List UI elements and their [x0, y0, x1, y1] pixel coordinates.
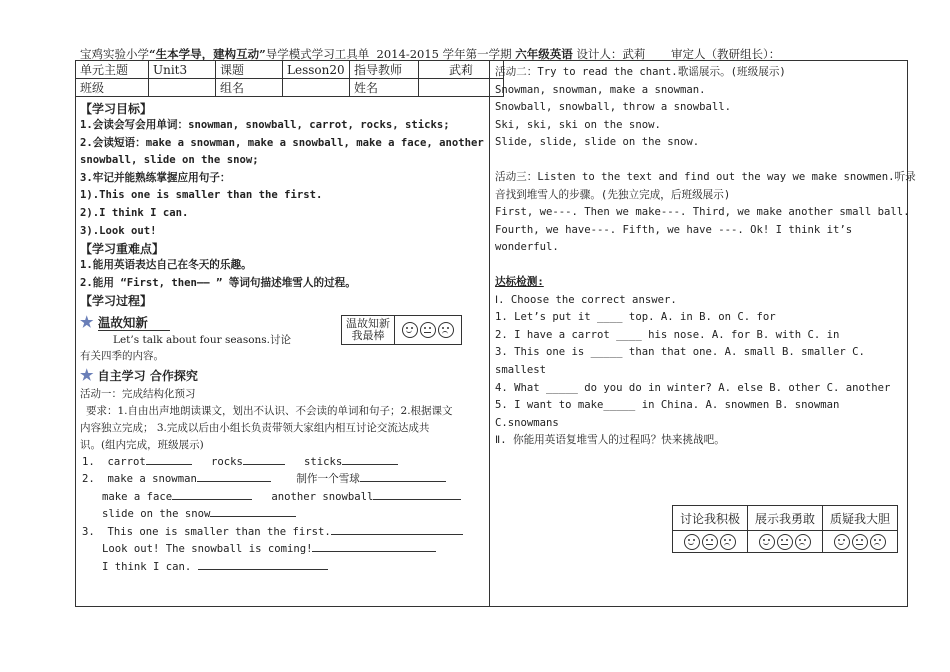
eval-discuss-label: 讨论我积极	[673, 506, 748, 531]
requirement-1: 要求：1.自由出声地朗读课文，划出不认识、不会读的单词和句子；2.根据课文	[86, 405, 453, 417]
eval-question-label: 质疑我大胆	[823, 506, 898, 531]
eval-discuss-faces	[673, 531, 748, 553]
eval-show-label: 展示我勇敢	[748, 506, 823, 531]
key-point-1: 1.能用英语表达自己在冬天的乐趣。	[80, 259, 252, 272]
unit-label: 单元主题	[76, 61, 149, 79]
exercise-3-line2	[102, 541, 436, 559]
answer-blank[interactable]	[172, 489, 252, 500]
review-badge	[341, 315, 462, 345]
reviewer: 审定人（教研组长）：	[671, 47, 781, 61]
exercise-2-line3	[102, 506, 296, 524]
left-column	[80, 100, 485, 309]
requirement-3: 识。(组内完成，班级展示)	[80, 439, 204, 451]
motto: “生本学导，建构互动”	[149, 47, 266, 61]
phrase-make-snowball-cn: 制作一个雪球	[296, 473, 360, 485]
test-item-3: 3. This one is _____ than that one. A. small B. smaller C.	[495, 346, 865, 359]
tool-name: 导学模式学习工具单	[265, 47, 370, 61]
phrase-make-snowman: make a snowman	[107, 473, 197, 485]
star-icon: ★	[80, 313, 94, 331]
sad-face-icon[interactable]	[795, 534, 811, 550]
class-value[interactable]	[149, 79, 216, 97]
teacher-label: 指导教师	[350, 61, 419, 79]
sentence-smaller: This one is smaller than the first.	[107, 526, 331, 538]
test-item-5: 5. I want to make_____ in China. A. snowmen B. snowman	[495, 399, 840, 412]
school-name: 宝鸡实验小学	[80, 47, 149, 61]
review-heading	[80, 313, 170, 331]
activity-2-title: 活动二：Try to read the chant.歌谣展示。(班级展示)	[495, 66, 786, 78]
answer-blank[interactable]	[373, 489, 461, 500]
phrase-make-face: make a face	[102, 491, 173, 503]
evaluation-table	[672, 505, 898, 553]
designer: 设计人：武莉	[576, 47, 646, 61]
objective-2-cont: snowball, slide on the snow;	[80, 154, 259, 167]
sad-face-icon[interactable]	[438, 322, 454, 338]
info-table	[75, 60, 504, 97]
grade-subject: 六年级英语	[515, 47, 573, 61]
word-sticks: sticks	[303, 456, 343, 468]
word-rocks: rocks	[210, 456, 243, 468]
key-point-2: 2.能用 “First, then—— ” 等词句描述堆雪人的过程。	[80, 276, 356, 289]
chant-line-1: Snowman, snowman, make a snowman.	[495, 83, 706, 96]
phrase-slide-snow: slide on the snow	[102, 508, 211, 520]
process-title: 【学习过程】	[80, 294, 153, 309]
unit-value: Unit3	[149, 61, 216, 79]
phrase-another-snowball: another snowball	[271, 491, 374, 503]
self-study-heading	[80, 366, 198, 384]
star-icon: ★	[80, 366, 94, 384]
smile-face-icon[interactable]	[834, 534, 850, 550]
neutral-face-icon[interactable]	[777, 534, 793, 550]
key-points-title: 【学习重难点】	[80, 242, 165, 257]
test-item-4: 4. What _____ do you do in winter? A. else B. other C. another	[495, 381, 891, 394]
review-text-1: Let’s talk about four seasons.讨论	[113, 334, 292, 346]
requirement-2: 内容独立完成； 3.完成以后由小组长负责带领大家组内相互讨论交流达成共	[80, 422, 430, 434]
exercise-1: 1. carrot rocks sticks	[82, 454, 398, 472]
test-item-3-cont: smallest	[495, 363, 547, 376]
objective-1: 1.会读会写会用单词：snowman, snowball, carrot, rocks, sticks;	[80, 119, 450, 131]
answer-blank[interactable]	[360, 471, 446, 482]
activity-3-line-5: wonderful.	[495, 241, 559, 254]
column-divider	[489, 60, 490, 606]
chant-line-2: Snowball, snowball, throw a snowball.	[495, 101, 731, 114]
exercise-3: 3. This one is smaller than the first.	[82, 524, 463, 542]
objectives-title: 【学习目标】	[80, 102, 153, 116]
exercise-2: 2. make a snowman 制作一个雪球	[82, 471, 446, 489]
sentence-2: 2).I think I can.	[80, 206, 189, 219]
sentence-i-can: I think I can.	[102, 561, 192, 573]
word-carrot: carrot	[107, 456, 146, 468]
review-badge-label: 温故知新 我最棒	[342, 316, 395, 345]
sentence-3: 3).Look out!	[80, 224, 157, 237]
review-title: 温故知新	[98, 315, 170, 331]
teacher-value: 武莉	[419, 61, 504, 79]
test-item-1: 1. Let’s put it ____ top. A. in B. on C. for	[495, 311, 776, 324]
neutral-face-icon[interactable]	[420, 322, 436, 338]
sad-face-icon[interactable]	[720, 534, 736, 550]
smile-face-icon[interactable]	[684, 534, 700, 550]
test-title: 达标检测:	[495, 275, 544, 288]
eval-show-faces	[748, 531, 823, 553]
answer-blank[interactable]	[197, 471, 271, 482]
sentence-look-out: Look out! The snowball is coming!	[102, 543, 313, 555]
group-label: 组名	[216, 79, 283, 97]
self-study-title: 自主学习 合作探究	[97, 369, 198, 383]
neutral-face-icon[interactable]	[702, 534, 718, 550]
eval-question-faces	[823, 531, 898, 553]
answer-blank[interactable]	[146, 454, 192, 465]
answer-blank[interactable]	[243, 454, 285, 465]
name-label: 姓名	[350, 79, 419, 97]
review-text-2: 有关四季的内容。	[80, 350, 164, 362]
objective-3: 3.牢记并能熟练掌握应用句子：	[80, 171, 231, 184]
test-item-5-cont: C.snowmans	[495, 416, 559, 429]
answer-blank[interactable]	[198, 559, 328, 570]
topic-label: 课题	[216, 61, 283, 79]
answer-blank[interactable]	[331, 524, 463, 535]
chant-line-4: Slide, slide, slide on the snow.	[495, 136, 700, 149]
smile-face-icon[interactable]	[759, 534, 775, 550]
test-part-i: Ⅰ. Choose the correct answer.	[495, 293, 677, 306]
objective-2: 2.会读短语：make a snowman, make a snowball, make a face, another	[80, 136, 484, 149]
right-column	[495, 64, 916, 450]
topic-value: Lesson20	[283, 61, 350, 79]
neutral-face-icon[interactable]	[852, 534, 868, 550]
exercise-2-line2	[102, 489, 461, 507]
answer-blank[interactable]	[210, 506, 296, 517]
chant-line-3: Ski, ski, ski on the snow.	[495, 118, 661, 131]
activity-3-line-4: Fourth, we have---. Fifth, we have ---. Ok! I think it’s	[495, 223, 853, 236]
test-item-2: 2. I have a carrot ____ his nose. A. for B. with C. in	[495, 328, 840, 341]
activity-1-title: 活动一：完成结构化预习	[80, 388, 196, 400]
review-faces	[395, 316, 462, 345]
smile-face-icon[interactable]	[402, 322, 418, 338]
school-year: 2014-2015 学年第一学期	[376, 47, 512, 61]
answer-blank[interactable]	[342, 454, 398, 465]
name-value[interactable]	[419, 79, 504, 97]
test-part-ii: Ⅱ. 你能用英语复堆雪人的过程吗？快来挑战吧。	[495, 434, 725, 447]
group-value[interactable]	[283, 79, 350, 97]
exercise-3-line3	[102, 559, 328, 577]
activity-3-line-1: 活动三：Listen to the text and find out the way we make snowmen.听录	[495, 170, 916, 183]
class-label: 班级	[76, 79, 149, 97]
answer-blank[interactable]	[312, 541, 436, 552]
activity-3-line-3: First, we---. Then we make---. Third, we make another small ball.	[495, 206, 910, 219]
activity-3-line-2: 音找到堆雪人的步骤。(先独立完成，后班级展示)	[495, 188, 731, 201]
sentence-1: 1).This one is smaller than the first.	[80, 189, 323, 202]
sad-face-icon[interactable]	[870, 534, 886, 550]
